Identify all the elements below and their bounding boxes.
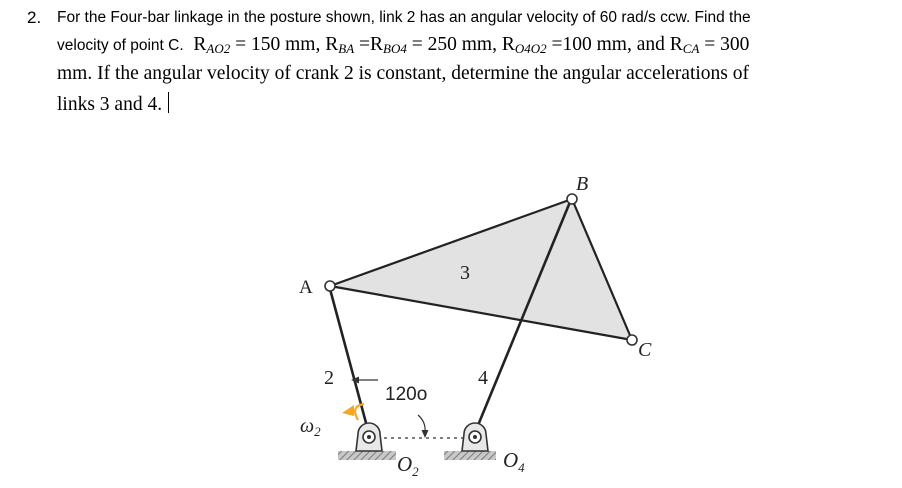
line4-text: links 3 and 4. [57, 94, 163, 115]
joint-b [567, 194, 577, 204]
val-ca: = 300 [699, 34, 750, 55]
pivot-o2 [356, 423, 382, 451]
sub-o4o2: O4O2 [514, 41, 547, 56]
val-ao2: = 150 mm, [230, 34, 326, 55]
joint-c [627, 335, 637, 345]
label-link-3: 3 [460, 262, 470, 284]
ground-hatch-o4 [444, 451, 496, 460]
sub-ba: BA [338, 41, 355, 56]
val-o4o2: =100 mm, and [546, 34, 670, 55]
sub-ao2: AO2 [206, 41, 231, 56]
r-symbol: R [193, 34, 207, 55]
problem-number: 2. [27, 8, 42, 27]
r-symbol: R [370, 34, 384, 55]
mid-ba: = [354, 34, 371, 55]
label-link-2: 2 [324, 367, 334, 389]
problem-line-3: mm. If the angular velocity of crank 2 is constant, determine the angular accelerations of [57, 63, 749, 84]
label-a: A [299, 277, 313, 298]
sub-bo4: BO4 [383, 41, 407, 56]
r-symbol: R [501, 34, 515, 55]
sub-ca: CA [682, 41, 700, 56]
label-o2: $O_2$ [397, 452, 419, 479]
joint-a [325, 281, 335, 291]
problem-line-1: For the Four-bar linkage in the posture shown, link 2 has an angular velocity of 60 rad/s ccw. Find the [57, 9, 751, 26]
pivot-o4 [462, 423, 488, 451]
ground-hatch-o2 [338, 451, 396, 460]
label-b: B [576, 173, 589, 195]
r-symbol: R [669, 34, 683, 55]
angle-reference-arrow [418, 415, 429, 438]
label-omega: $\omega_2$ [300, 415, 321, 439]
line2-prefix: velocity of point C. [57, 37, 184, 54]
r-symbol: R [325, 34, 339, 55]
label-c: C [638, 339, 652, 361]
label-o4: $O_4$ [503, 448, 525, 475]
label-angle: 120o [385, 384, 428, 405]
coupler-link-3 [330, 199, 632, 340]
label-link-4: 4 [478, 367, 488, 389]
val-bo4: = 250 mm, [406, 34, 502, 55]
